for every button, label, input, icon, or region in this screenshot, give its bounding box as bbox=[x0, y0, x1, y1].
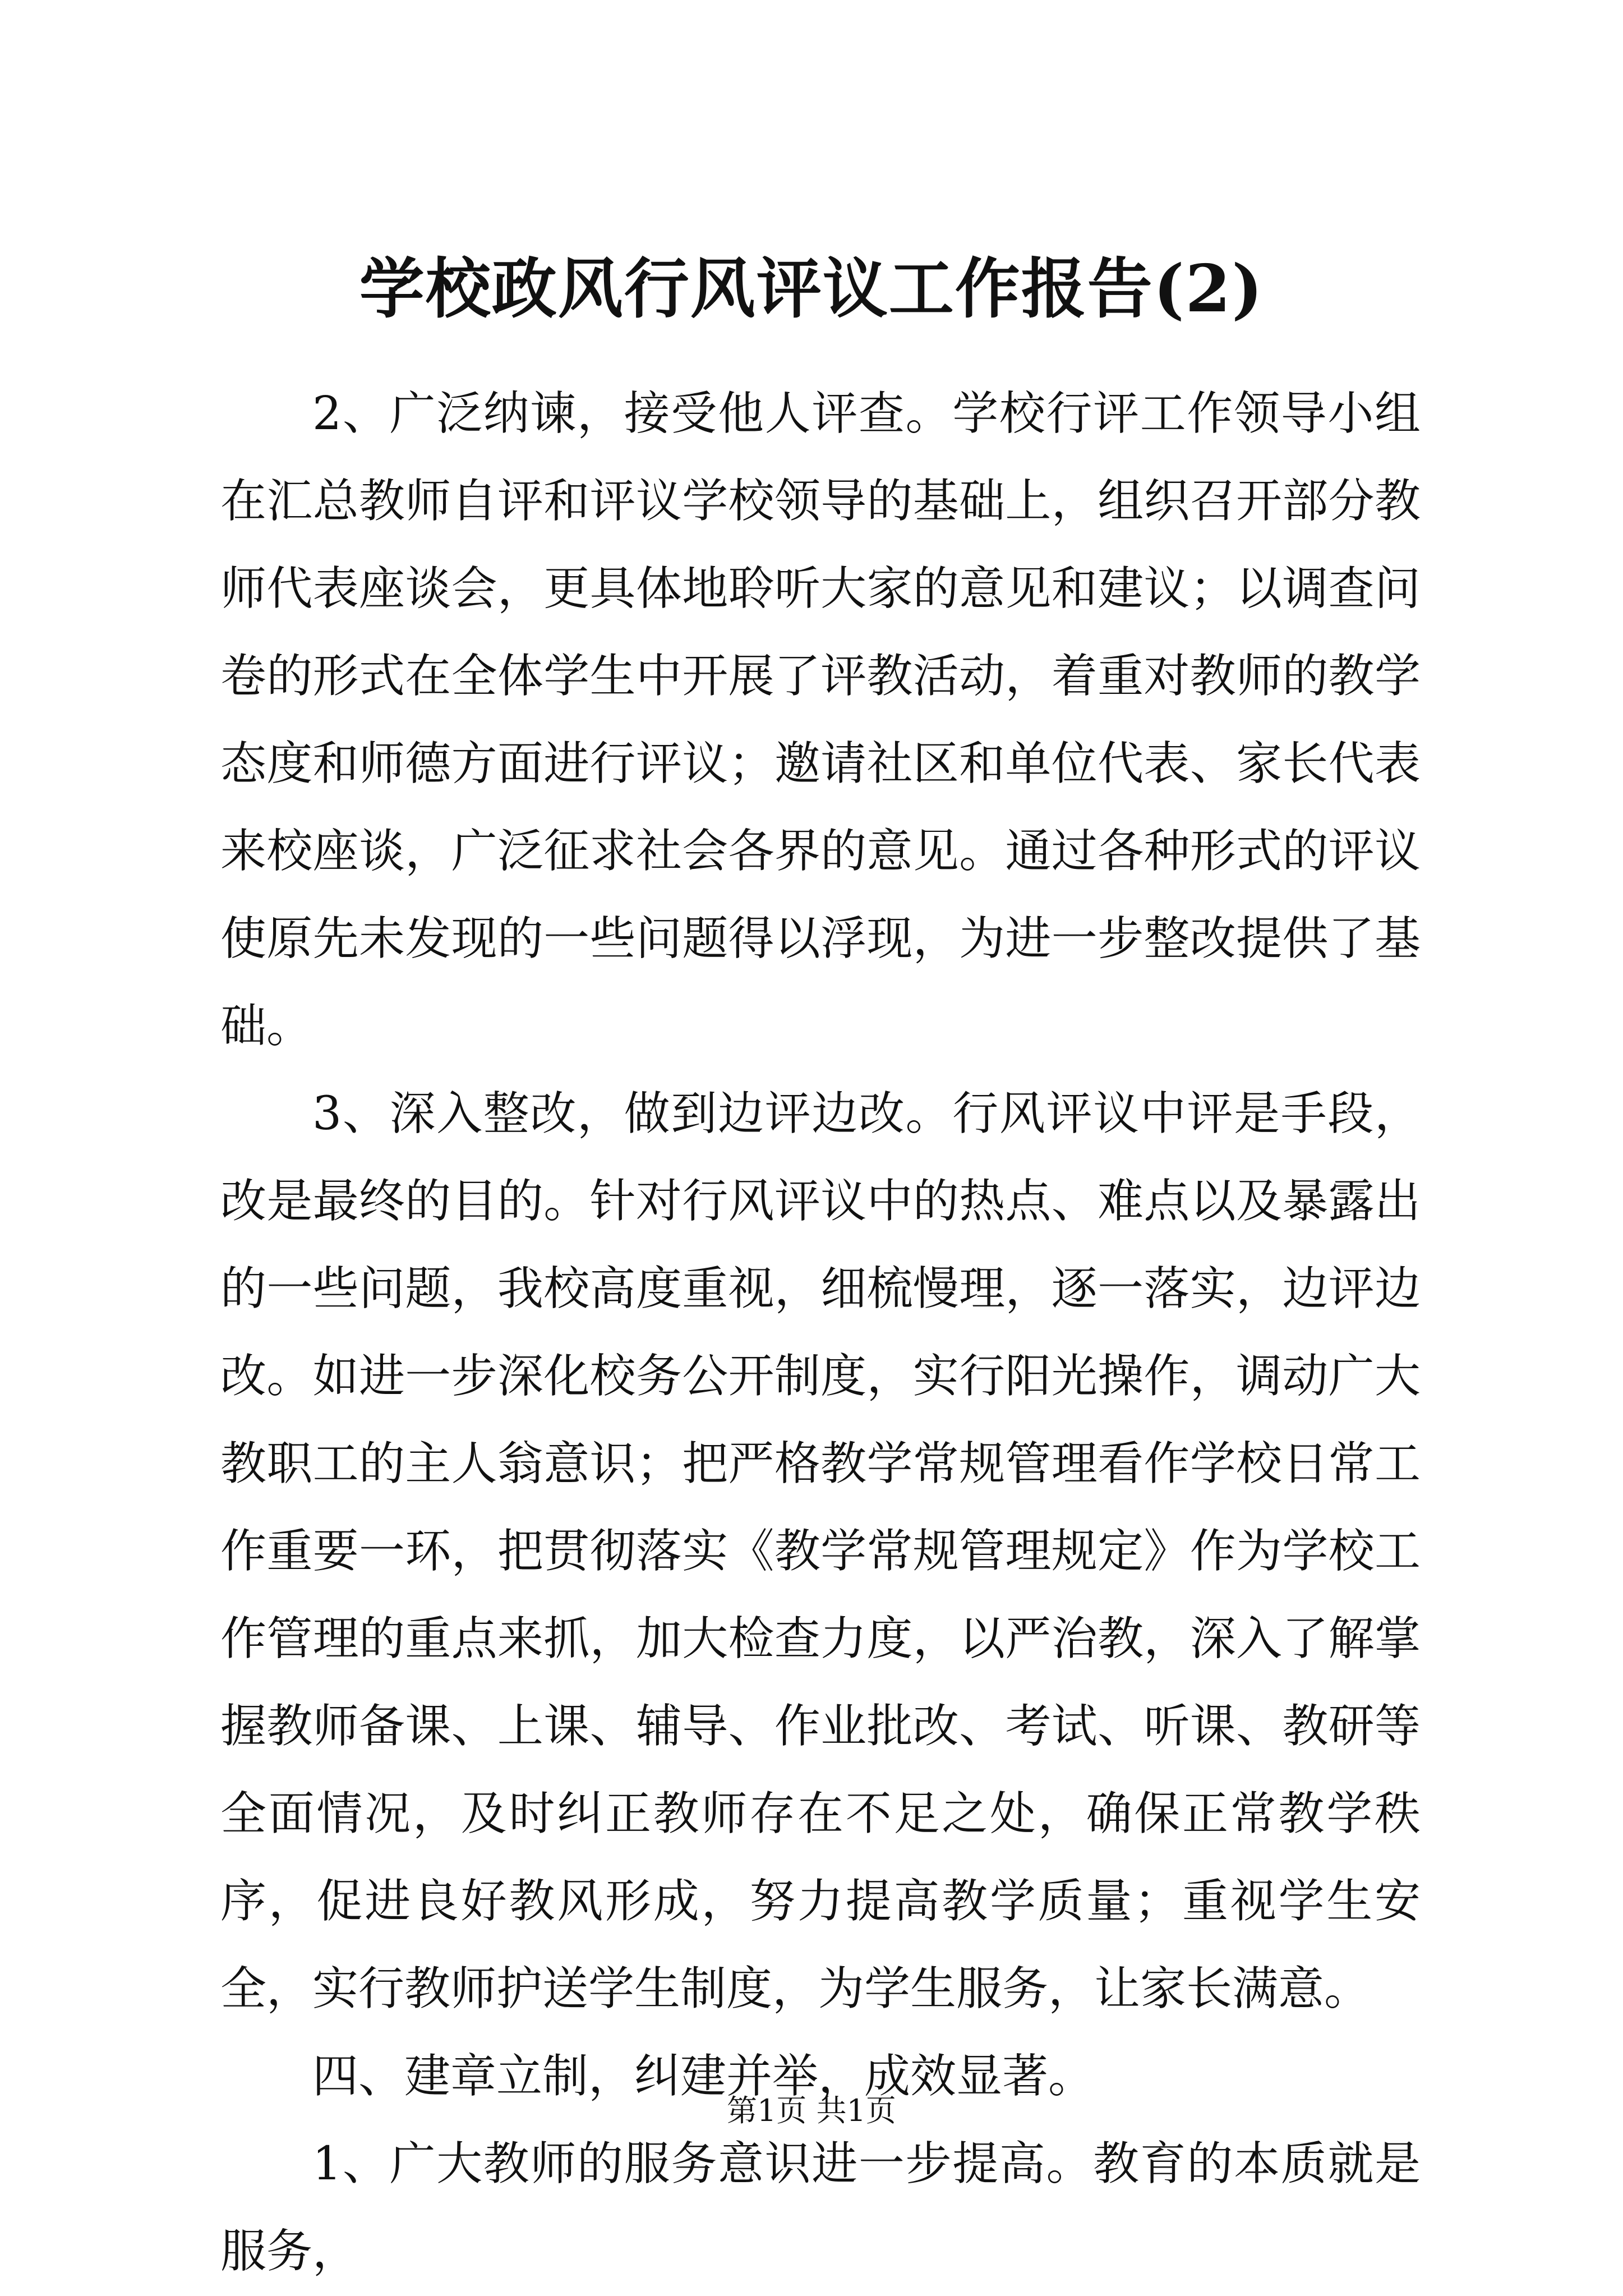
paragraph-3: 四、建章立制，纠建并举，成效显著。 bbox=[312, 2050, 1095, 2103]
page-footer: 第1页 共1页 bbox=[727, 2093, 896, 2128]
paragraph-4: 1、广大教师的服务意识进一步提高。教育的本质就是服务， bbox=[220, 2137, 1421, 2278]
document-title: 学校政风行风评议工作报告(2) bbox=[359, 251, 1264, 327]
document-body bbox=[220, 370, 1421, 2295]
paragraph-1: 2、广泛纳谏，接受他人评查。学校行评工作领导小组在汇总教师自评和评议学校领导的基础上，组织召开部分教师代表座谈会，更具体地聆听大家的意见和建议；以调查问卷的形式在全体学生中开展了评教活动，着重对教师的教学态度和师德方面进行评议；邀请社区和单位代表、家长代表来校座谈，广泛征求社会各界的意见。通过各种形式的评议使原先未发现的一些问题得以浮现，为进一步整改提供了基础。 bbox=[220, 387, 1421, 1053]
paragraph-2: 3、深入整改，做到边评边改。行风评议中评是手段，改是最终的目的。针对行风评议中的热点、难点以及暴露出的一些问题，我校高度重视，细梳慢理，逐一落实，边评边改。如进一步深化校务公开制度，实行阳光操作，调动广大教职工的主人翁意识；把严格教学常规管理看作学校日常工作重要一环，把贯彻落实《教学常规管理规定》作为学校工作管理的重点来抓，加大检查力度，以严治教，深入了解掌握教师备课、上课、辅导、作业批改、考试、听课、教研等全面情况，及时纠正教师存在不足之处，确保正常教学秩序，促进良好教风形成，努力提高教学质量；重视学生安全，实行教师护送学生制度，为学生服务，让家长满意。 bbox=[220, 1087, 1421, 2016]
